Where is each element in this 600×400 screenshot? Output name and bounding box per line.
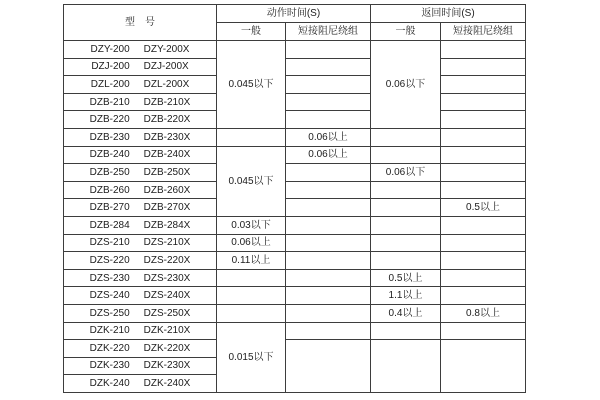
return-general-cell	[371, 146, 441, 164]
header-action-time-group: 动作时间(S)	[217, 5, 371, 23]
return-general-cell	[371, 216, 441, 234]
return-short-damping-cell	[441, 128, 526, 146]
action-general-cell: 0.11以上	[217, 252, 286, 270]
return-general-cell: 1.1以上	[371, 287, 441, 305]
action-short-damping-cell: 0.06以上	[286, 146, 371, 164]
return-short-damping-cell	[441, 93, 526, 111]
header-return-short-damping: 短接阻尼绕组	[441, 23, 526, 41]
model-name: DZB-270	[89, 202, 130, 214]
return-general-cell	[371, 199, 441, 217]
return-short-damping-cell	[441, 146, 526, 164]
return-general-cell: 0.06以下	[371, 41, 441, 129]
model-cell	[64, 375, 217, 393]
model-cell	[64, 269, 217, 287]
model-name: DZK-220X	[143, 342, 191, 354]
model-name: DZB-230X	[143, 131, 191, 143]
table-row	[64, 199, 526, 217]
model-name: DZK-240X	[143, 378, 191, 390]
return-general-cell	[371, 181, 441, 199]
return-general-cell: 0.4以上	[371, 304, 441, 322]
action-short-damping-cell	[286, 199, 371, 217]
model-cell	[64, 146, 217, 164]
action-general-cell: 0.06以上	[217, 234, 286, 252]
table-row	[64, 340, 526, 358]
model-cell	[64, 287, 217, 305]
action-general-cell: 0.015以下	[217, 322, 286, 393]
model-cell	[64, 93, 217, 111]
model-name: DZS-220X	[143, 254, 191, 266]
table-row	[64, 304, 526, 322]
return-short-damping-cell: 0.5以上	[441, 199, 526, 217]
table-row	[64, 58, 526, 76]
model-name: DZY-200X	[143, 43, 190, 55]
table-body	[64, 41, 526, 393]
table-row	[64, 322, 526, 340]
model-cell	[64, 304, 217, 322]
return-general-cell: 0.06以下	[371, 164, 441, 182]
action-short-damping-cell	[286, 76, 371, 94]
model-cell	[64, 58, 217, 76]
model-name: DZB-240X	[143, 149, 191, 161]
model-name: DZB-250	[89, 166, 130, 178]
model-cell	[64, 128, 217, 146]
action-short-damping-cell	[286, 58, 371, 76]
model-name: DZS-240	[89, 290, 130, 302]
return-short-damping-cell: 0.8以上	[441, 304, 526, 322]
return-short-damping-cell	[441, 76, 526, 94]
model-cell	[64, 181, 217, 199]
model-cell	[64, 76, 217, 94]
model-name: DZK-210	[89, 325, 130, 337]
table-row	[64, 128, 526, 146]
table-row	[64, 111, 526, 129]
model-name: DZB-260X	[143, 184, 191, 196]
model-name: DZB-270X	[143, 202, 191, 214]
action-short-damping-cell	[286, 216, 371, 234]
action-general-cell	[217, 269, 286, 287]
header-action-general: 一般	[217, 23, 286, 41]
return-general-cell	[371, 340, 441, 393]
table-row	[64, 252, 526, 270]
return-short-damping-cell	[441, 216, 526, 234]
table-row	[64, 164, 526, 182]
model-name: DZK-220	[89, 342, 130, 354]
return-short-damping-cell	[441, 111, 526, 129]
return-short-damping-cell	[441, 164, 526, 182]
model-name: DZB-250X	[143, 166, 191, 178]
model-cell	[64, 41, 217, 59]
return-general-cell	[371, 252, 441, 270]
table-row	[64, 93, 526, 111]
header-return-general: 一般	[371, 23, 441, 41]
model-name: DZK-210X	[143, 325, 191, 337]
model-name: DZY-200	[90, 43, 130, 55]
model-name: DZB-220X	[143, 114, 191, 126]
action-short-damping-cell	[286, 322, 371, 340]
model-name: DZS-230X	[143, 272, 191, 284]
model-name: DZK-230X	[143, 360, 191, 372]
action-short-damping-cell	[286, 287, 371, 305]
model-name: DZS-250	[89, 307, 130, 319]
header-action-short-damping: 短接阻尼绕组	[286, 23, 371, 41]
table-row	[64, 146, 526, 164]
model-name: DZB-220	[89, 114, 130, 126]
action-general-cell	[217, 128, 286, 146]
table-row	[64, 234, 526, 252]
action-general-cell: 0.03以下	[217, 216, 286, 234]
model-name: DZB-284	[89, 219, 130, 231]
table-row	[64, 41, 526, 59]
model-name: DZL-200X	[143, 78, 190, 90]
return-short-damping-cell	[441, 252, 526, 270]
model-name: DZS-210	[89, 237, 130, 249]
model-name: DZJ-200X	[143, 61, 189, 73]
action-short-damping-cell	[286, 93, 371, 111]
model-cell	[64, 357, 217, 375]
action-short-damping-cell	[286, 111, 371, 129]
model-cell	[64, 340, 217, 358]
action-short-damping-cell	[286, 269, 371, 287]
return-general-cell	[371, 234, 441, 252]
model-name: DZB-240	[89, 149, 130, 161]
model-name: DZK-230	[89, 360, 130, 372]
model-name: DZK-240	[89, 378, 130, 390]
model-cell	[64, 199, 217, 217]
model-cell	[64, 111, 217, 129]
return-short-damping-cell	[441, 58, 526, 76]
table-row	[64, 287, 526, 305]
header-model: 型 号	[64, 5, 217, 41]
table-row	[64, 76, 526, 94]
model-name: DZB-210	[89, 96, 130, 108]
relay-timing-spec-table	[63, 4, 526, 393]
model-name: DZL-200	[90, 78, 130, 90]
action-short-damping-cell	[286, 304, 371, 322]
return-short-damping-cell	[441, 41, 526, 59]
model-name: DZB-260	[89, 184, 130, 196]
action-short-damping-cell	[286, 234, 371, 252]
model-name: DZS-230	[89, 272, 130, 284]
action-short-damping-cell: 0.06以上	[286, 128, 371, 146]
model-name: DZS-210X	[143, 237, 191, 249]
action-short-damping-cell	[286, 252, 371, 270]
action-short-damping-cell	[286, 181, 371, 199]
action-general-cell	[217, 304, 286, 322]
model-cell	[64, 322, 217, 340]
table-header	[64, 5, 526, 41]
model-cell	[64, 164, 217, 182]
model-cell	[64, 234, 217, 252]
return-short-damping-cell	[441, 234, 526, 252]
return-short-damping-cell	[441, 340, 526, 393]
header-row-groups	[64, 5, 526, 23]
header-return-time-group: 返回时间(S)	[371, 5, 526, 23]
return-short-damping-cell	[441, 181, 526, 199]
return-short-damping-cell	[441, 287, 526, 305]
model-name: DZB-210X	[143, 96, 191, 108]
model-name: DZB-230	[89, 131, 130, 143]
action-general-cell: 0.045以下	[217, 146, 286, 216]
action-general-cell: 0.045以下	[217, 41, 286, 129]
model-cell	[64, 216, 217, 234]
model-name: DZS-240X	[143, 290, 191, 302]
action-short-damping-cell	[286, 340, 371, 393]
table-row	[64, 181, 526, 199]
model-name: DZS-250X	[143, 307, 191, 319]
action-general-cell	[217, 287, 286, 305]
return-short-damping-cell	[441, 322, 526, 340]
model-cell	[64, 252, 217, 270]
return-general-cell	[371, 128, 441, 146]
action-short-damping-cell	[286, 41, 371, 59]
return-general-cell	[371, 322, 441, 340]
return-short-damping-cell	[441, 269, 526, 287]
table-row	[64, 269, 526, 287]
model-name: DZB-284X	[143, 219, 191, 231]
return-general-cell: 0.5以上	[371, 269, 441, 287]
model-name: DZS-220	[89, 254, 130, 266]
action-short-damping-cell	[286, 164, 371, 182]
table-row	[64, 216, 526, 234]
model-name: DZJ-200	[91, 61, 130, 73]
